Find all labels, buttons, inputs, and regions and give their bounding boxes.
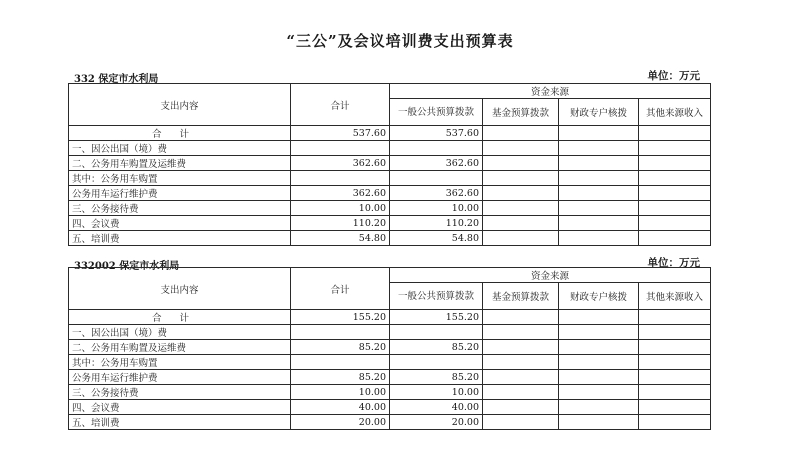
row-label: 公务用车运行维护费 xyxy=(69,186,291,201)
row-label: 公务用车运行维护费 xyxy=(69,370,291,385)
table-row xyxy=(69,355,711,370)
row-other xyxy=(639,310,711,325)
row-label: 四、会议费 xyxy=(69,400,291,415)
row-other xyxy=(639,156,711,171)
row-label: 合计 xyxy=(69,126,291,141)
row-total xyxy=(291,355,390,370)
row-total: 85.20 xyxy=(291,370,390,385)
row-other xyxy=(639,325,711,340)
table-row xyxy=(69,231,711,246)
row-other xyxy=(639,171,711,186)
table-row xyxy=(69,156,711,171)
table-row xyxy=(69,186,711,201)
row-fiscal xyxy=(559,126,639,141)
row-fiscal xyxy=(559,216,639,231)
row-fund xyxy=(483,156,559,171)
row-total xyxy=(291,325,390,340)
unit-label: 单位：万元 xyxy=(647,70,700,82)
col-header-fund-budget: 基金预算拨款 xyxy=(483,99,559,126)
table-row xyxy=(69,216,711,231)
row-fund xyxy=(483,355,559,370)
col-header-fund-source: 资金来源 xyxy=(390,84,711,99)
row-total xyxy=(291,141,390,156)
col-header-fund-source: 资金来源 xyxy=(390,268,711,283)
row-total: 155.20 xyxy=(291,310,390,325)
row-fund xyxy=(483,340,559,355)
row-other xyxy=(639,216,711,231)
row-other xyxy=(639,126,711,141)
table-row xyxy=(69,126,711,141)
org-name: 332002 保定市水利局 xyxy=(74,261,180,272)
row-other xyxy=(639,186,711,201)
row-fund xyxy=(483,126,559,141)
row-fund xyxy=(483,201,559,216)
row-total: 54.80 xyxy=(291,231,390,246)
row-general: 40.00 xyxy=(390,400,483,415)
row-fiscal xyxy=(559,385,639,400)
row-other xyxy=(639,355,711,370)
col-header-fiscal-special: 财政专户核拨 xyxy=(559,283,639,310)
row-general: 85.20 xyxy=(390,370,483,385)
row-general: 54.80 xyxy=(390,231,483,246)
col-header-item: 支出内容 xyxy=(69,84,291,126)
row-label: 四、会议费 xyxy=(69,216,291,231)
row-general: 20.00 xyxy=(390,415,483,430)
row-other xyxy=(639,415,711,430)
row-fund xyxy=(483,385,559,400)
row-label: 五、培训费 xyxy=(69,415,291,430)
budget-table-2 xyxy=(68,267,711,430)
row-fiscal xyxy=(559,156,639,171)
row-total: 362.60 xyxy=(291,156,390,171)
row-total: 537.60 xyxy=(291,126,390,141)
row-label: 其中：公务用车购置 xyxy=(69,171,291,186)
col-header-other: 其他来源收入 xyxy=(639,99,711,126)
table-row xyxy=(69,201,711,216)
page-title: “三公”及会议培训费支出预算表 xyxy=(286,32,514,50)
row-total: 40.00 xyxy=(291,400,390,415)
col-header-total: 合计 xyxy=(291,268,390,310)
col-header-general-budget: 一般公共预算拨款 xyxy=(390,99,483,126)
row-general: 110.20 xyxy=(390,216,483,231)
table-row xyxy=(69,310,711,325)
row-fund xyxy=(483,186,559,201)
section-header-1 xyxy=(68,68,710,84)
row-label: 三、公务接待费 xyxy=(69,385,291,400)
row-label: 三、公务接待费 xyxy=(69,201,291,216)
col-header-general-budget: 一般公共预算拨款 xyxy=(390,283,483,310)
row-label: 其中：公务用车购置 xyxy=(69,355,291,370)
row-other xyxy=(639,385,711,400)
row-fund xyxy=(483,415,559,430)
row-other xyxy=(639,400,711,415)
org-name: 332 保定市水利局 xyxy=(74,74,159,85)
row-fiscal xyxy=(559,340,639,355)
row-label: 一、因公出国（境）费 xyxy=(69,141,291,156)
row-general xyxy=(390,141,483,156)
row-fund xyxy=(483,325,559,340)
row-fiscal xyxy=(559,171,639,186)
row-fiscal xyxy=(559,355,639,370)
row-general: 362.60 xyxy=(390,156,483,171)
row-general: 10.00 xyxy=(390,201,483,216)
col-header-item: 支出内容 xyxy=(69,268,291,310)
row-fund xyxy=(483,310,559,325)
row-fiscal xyxy=(559,400,639,415)
row-total: 10.00 xyxy=(291,201,390,216)
row-other xyxy=(639,370,711,385)
budget-table-1 xyxy=(68,83,711,246)
row-fiscal xyxy=(559,201,639,216)
row-fiscal xyxy=(559,370,639,385)
row-other xyxy=(639,231,711,246)
row-fiscal xyxy=(559,325,639,340)
row-fiscal xyxy=(559,231,639,246)
row-label: 一、因公出国（境）费 xyxy=(69,325,291,340)
row-general: 362.60 xyxy=(390,186,483,201)
table-row xyxy=(69,385,711,400)
row-total: 10.00 xyxy=(291,385,390,400)
row-total: 20.00 xyxy=(291,415,390,430)
row-fiscal xyxy=(559,415,639,430)
row-general: 155.20 xyxy=(390,310,483,325)
row-general: 85.20 xyxy=(390,340,483,355)
row-label: 合计 xyxy=(69,310,291,325)
row-label: 五、培训费 xyxy=(69,231,291,246)
table-row xyxy=(69,141,711,156)
row-label: 二、公务用车购置及运维费 xyxy=(69,340,291,355)
row-other xyxy=(639,141,711,156)
row-general xyxy=(390,355,483,370)
table-row xyxy=(69,415,711,430)
row-fund xyxy=(483,370,559,385)
row-other xyxy=(639,340,711,355)
row-other xyxy=(639,201,711,216)
row-label: 二、公务用车购置及运维费 xyxy=(69,156,291,171)
row-fund xyxy=(483,216,559,231)
table-row xyxy=(69,340,711,355)
row-total: 85.20 xyxy=(291,340,390,355)
row-fund xyxy=(483,171,559,186)
row-fiscal xyxy=(559,186,639,201)
row-general xyxy=(390,325,483,340)
row-general: 537.60 xyxy=(390,126,483,141)
table-row xyxy=(69,171,711,186)
row-general xyxy=(390,171,483,186)
row-total xyxy=(291,171,390,186)
col-header-fiscal-special: 财政专户核拨 xyxy=(559,99,639,126)
col-header-fund-budget: 基金预算拨款 xyxy=(483,283,559,310)
col-header-other: 其他来源收入 xyxy=(639,283,711,310)
row-fund xyxy=(483,400,559,415)
row-fiscal xyxy=(559,141,639,156)
table-row xyxy=(69,370,711,385)
col-header-total: 合计 xyxy=(291,84,390,126)
row-fund xyxy=(483,141,559,156)
row-total: 110.20 xyxy=(291,216,390,231)
table-row xyxy=(69,400,711,415)
row-general: 10.00 xyxy=(390,385,483,400)
row-total: 362.60 xyxy=(291,186,390,201)
unit-label: 单位：万元 xyxy=(647,257,700,269)
row-fund xyxy=(483,231,559,246)
table-row xyxy=(69,325,711,340)
row-fiscal xyxy=(559,310,639,325)
